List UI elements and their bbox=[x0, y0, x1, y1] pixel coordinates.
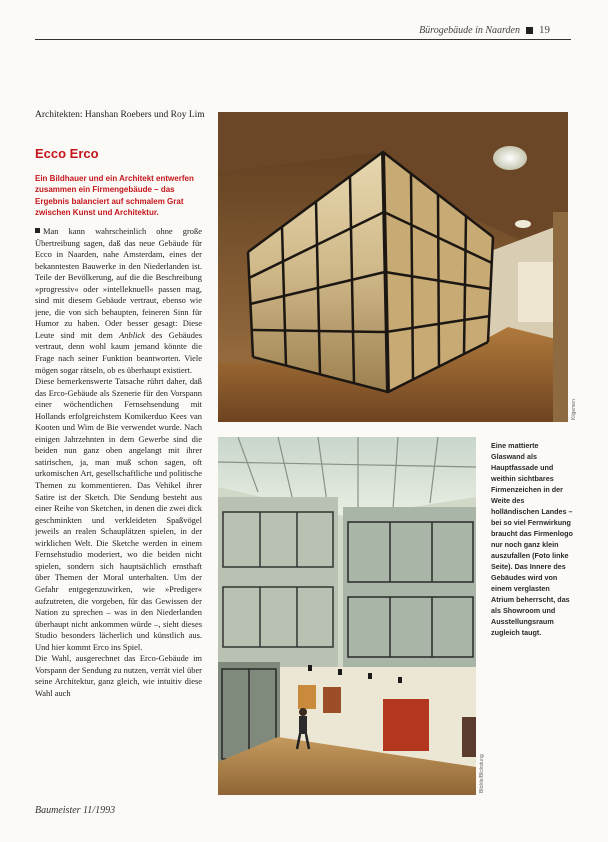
article-headline: Ecco Erco bbox=[35, 146, 99, 161]
photo2-credit: Blickle/Blickstung bbox=[479, 754, 485, 793]
photo-caption: Eine mattierte Glaswand als Hauptfassade und weithin sichtbares Firmenzeichen in der Weite des holländischen Landes – bei so viel Fernwirkung braucht das Firmenlogo nur noch ganz klein auszufallen (Foto linke Seite). Das Innere des Gebäudes wird von einem verglasten Atrium beherrscht, das als Showroom und Ausstellungsraum zugleich taugt. bbox=[491, 441, 573, 637]
section-title: Bürogebäude in Naarden bbox=[419, 24, 520, 36]
body-paragraph-2: Diese bemerkenswerte Tatsache rührt daher, daß das Erco-Gebäude als Szenerie für den Vorspann einer wöchentlichen Fernsehsendung mit Hollands erfolgreichstem Komikerduo Kees van Kooten und Wim de Bie verwendet wurde. Nach einigen Jahrzehnten in dem Gewerbe sind die beiden nun ganz oben angelangt mit ihrer satirischen, ja, man muß schon sagen, oft urkomischen Art, gesellschaftliche und politische Themen zu kommentieren. Das Vehikel ihrer Satire ist der Sketch. Die Sendung besteht aus einer Reihe von Sketchen, in denen die zwei dick geschminkten und verkleideten Spaßvögel jeweils an realen Schauplätzen spielen, in der wirklichen Welt. Die Sketche werden in einem Fernsehstudio moderiert, wo die beiden nicht spielen, sondern sich hauptsächlich ernsthaft über Themen der Moral unterhalten. Um der Gefahr entgegenzuwirken, wie »Prediger« aufzutreten, die vorgeben, für das Gewissen der Nation zu sprechen – was in den Niederlanden überhaupt nicht ankommen würde –, sieht dieses Studio besonders lächerlich und künstlich aus. Und hier kommt Erco ins Spiel. bbox=[35, 376, 202, 652]
header-rule bbox=[35, 39, 571, 40]
photo1-credit: Kilgemen bbox=[571, 399, 577, 420]
square-bullet-icon bbox=[526, 27, 533, 34]
article-body bbox=[35, 226, 202, 792]
body-paragraph-3: Die Wahl, ausgerechnet das Erco-Gebäude im Vorspann der Sendung zu nutzen, verrät viel über seine Architektur, ganz gleich, wie intuitiv diese Wahl auch bbox=[35, 653, 202, 698]
article-lead: Ein Bildhauer und ein Architekt entwerfen zusammen ein Firmengebäude – das Ergebnis balanciert auf schmalem Grat zwischen Kunst und Architektur. bbox=[35, 174, 194, 218]
body-paragraph-1: Man kann wahrscheinlich ohne große Übertreibung sagen, daß das neue Gebäude für Ecco in Naarden, nahe Amsterdam, eines der bekanntesten Bauwerke in den Niederlanden ist. Teile der Bevölkerung, auf die die Beschreibung »progressiv« oder »intelleknuell« passen mag, sind mit diesem Gebäude vertraut, ebenso wie jene, die von sich behaupten, feineren Sinn für Humor zu haben. Oder besser gesagt: Diese Leute sind mit dem Anblick des Gebäudes vertraut, denn wohl kaum jemand könnte die Frage nach seiner Funktion beantworten. Viele mögen sogar rätseln, ob es überhaupt existiert. bbox=[35, 226, 202, 375]
running-header bbox=[419, 24, 550, 36]
footer-issue: Baumeister 11/1993 bbox=[35, 805, 116, 816]
photo-atrium bbox=[218, 437, 476, 795]
architects-credit: Architekten: Hanshan Roebers und Roy Lim bbox=[35, 110, 205, 120]
paragraph-square-icon bbox=[35, 228, 40, 233]
photo-glass-facade bbox=[218, 112, 568, 422]
page-number: 19 bbox=[539, 24, 550, 36]
